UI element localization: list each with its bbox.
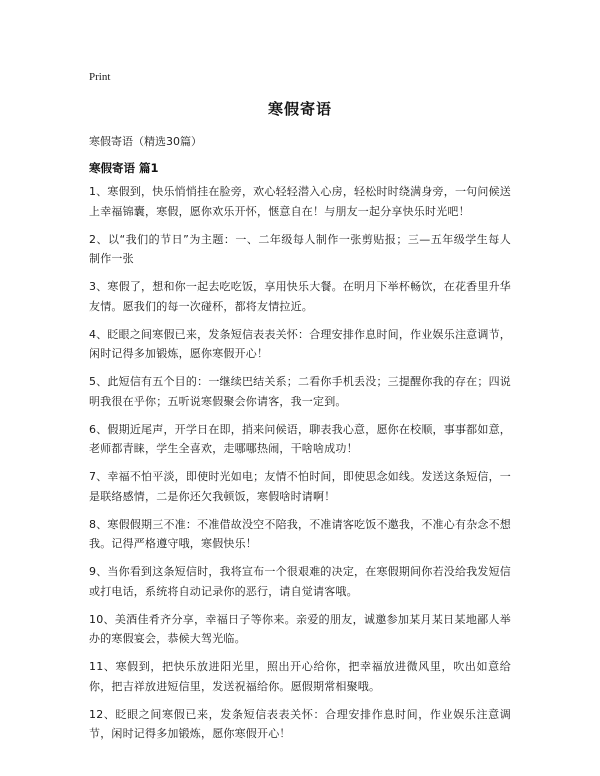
print-link[interactable]: Print [89,71,111,83]
paragraph-item: 9、当你看到这条短信时，我将宣布一个很艰难的决定，在寒假期间你若没给我发短信或打电话，系统将自动记录你的恶行，请自觉请客哦。 [89,565,511,598]
paragraph-item: 8、寒假假期三不准：不准借故没空不陪我，不准请客吃饭不邀我，不准心有杂念不想我。记得严格遵守哦，寒假快乐！ [89,517,511,550]
document-subtitle: 寒假寄语（精选30篇） [89,135,202,148]
paragraph-item: 6、假期近尾声，开学日在即，捎来问候语，聊表我心意，愿你在校顺，事事都如意，老师都青睐，学生全喜欢，走哪哪热闹，干啥啥成功！ [89,422,511,455]
paragraph-list [89,182,511,752]
page-title: 寒假寄语 [267,100,332,118]
paragraph-item: 11、寒假到，把快乐放进阳光里，照出开心给你，把幸福放进微风里，吹出如意给你，把吉祥放进短信里，发送祝福给你。愿假期常相聚哦。 [89,660,511,693]
paragraph-item: 4、眨眼之间寒假已来，发条短信表表关怀：合理安排作息时间，作业娱乐注意调节，闲时记得多加锻炼，愿你寒假开心！ [89,327,511,360]
paragraph-item: 1、寒假到，快乐悄悄挂在脸旁，欢心轻轻潜入心房，轻松时时绕满身旁，一句问候送上幸福锦囊，寒假，愿你欢乐开怀，惬意自在！与朋友一起分享快乐时光吧！ [89,185,511,218]
paragraph-item: 3、寒假了，想和你一起去吃吃饭，享用快乐大餐。在明月下举杯畅饮，在花香里升华友情。愿我们的每一次碰杯，都将友情拉近。 [89,280,511,313]
paragraph-item: 12、眨眼之间寒假已来，发条短信表表关怀：合理安排作息时间，作业娱乐注意调节，闲时记得多加锻炼，愿你寒假开心！ [89,707,511,740]
section-heading: 寒假寄语 篇1 [89,161,159,175]
paragraph-item: 5、此短信有五个目的：一继续巴结关系；二看你手机丢没；三提醒你我的存在；四说明我很在乎你；五听说寒假聚会你请客，我一定到。 [89,375,511,408]
paragraph-item: 10、美酒佳肴齐分享，幸福日子等你来。亲爱的朋友，诚邀参加某月某日某地鄙人举办的寒假宴会，恭候大驾光临。 [89,612,511,645]
paragraph-item: 2、以“我们的节日”为主题：一、二年级每人制作一张剪贴报；三—五年级学生每人制作一张 [89,232,511,265]
paragraph-item: 7、幸福不怕平淡，即使时光如电；友情不怕时间，即使思念如线。发送这条短信，一是联络感情，二是你还欠我顿饭，寒假啥时请啊！ [89,470,511,503]
